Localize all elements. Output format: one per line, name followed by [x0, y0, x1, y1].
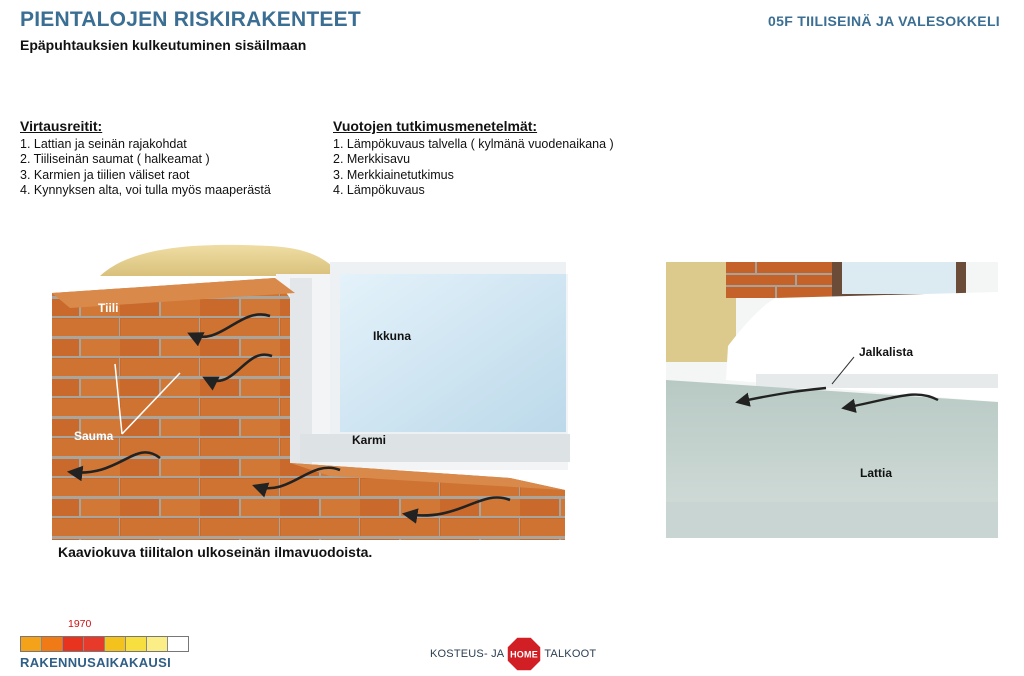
diagram-caption: Kaaviokuva tiilitalon ulkoseinän ilmavuodoista.: [58, 544, 373, 560]
window-glass: [340, 274, 566, 432]
era-color-bar: [20, 636, 189, 652]
list-item: 4. Kynnyksen alta, voi tulla myös maaperästä: [20, 183, 271, 198]
list-item: 1. Lattian ja seinän rajakohdat: [20, 136, 187, 151]
window-label: Ikkuna: [373, 329, 412, 343]
home-badge-icon: [506, 636, 542, 672]
page-title: PIENTALOJEN RISKIRAKENTEET: [20, 8, 361, 31]
joint-label: Sauma: [74, 429, 114, 443]
methods-heading: Vuotojen tutkimusmenetelmät:: [333, 118, 538, 134]
era-year: 1970: [68, 618, 92, 630]
list-item: 1. Lämpökuvaus talvella ( kylmänä vuodenaikana ): [333, 136, 614, 151]
list-item: 3. Karmien ja tiilien väliset raot: [20, 167, 190, 182]
logo-text-right: TALKOOT: [544, 648, 597, 660]
era-segment: [147, 637, 168, 651]
era-segment: [105, 637, 126, 651]
flow-routes-section: [20, 119, 271, 199]
methods-list: [333, 137, 614, 199]
era-segment: [84, 637, 105, 651]
page-subtitle: Epäpuhtauksien kulkeutuminen sisäilmaan: [20, 37, 307, 53]
floor-diagram: [666, 262, 998, 538]
brick-label: Tiili: [98, 301, 119, 315]
era-segment: [63, 637, 84, 651]
flow-routes-heading: Virtausreitit:: [20, 118, 103, 134]
era-segment: [42, 637, 63, 651]
brick-wall: [726, 262, 836, 298]
list-item: 2. Merkkisavu: [333, 152, 411, 167]
skirting-board: [756, 374, 998, 388]
methods-section: [333, 119, 614, 199]
kosteus-home-talkoot-logo: [430, 636, 596, 672]
insulation: [100, 245, 340, 276]
list-item: 4. Lämpökuvaus: [333, 183, 425, 198]
era-segment: [21, 637, 42, 651]
insulation: [666, 262, 736, 362]
logo-badge-text: HOME: [510, 649, 539, 660]
frame-label: Karmi: [352, 433, 387, 447]
list-item: 3. Merkkiainetutkimus: [333, 167, 454, 182]
list-item: 2. Tiiliseinän saumat ( halkeamat ): [20, 152, 210, 167]
era-segment: [168, 637, 188, 651]
flow-routes-list: [20, 137, 271, 199]
skirting-label: Jalkalista: [859, 345, 914, 359]
era-label: RAKENNUSAIKAKAUSI: [20, 655, 171, 670]
logo-text-left: KOSTEUS- JA: [430, 648, 505, 660]
brick-wall-diagram: [40, 238, 570, 540]
era-segment: [126, 637, 147, 651]
floor-label: Lattia: [860, 466, 893, 480]
document-code: 05F TIILISEINÄ JA VALESOKKELI: [768, 13, 1000, 29]
